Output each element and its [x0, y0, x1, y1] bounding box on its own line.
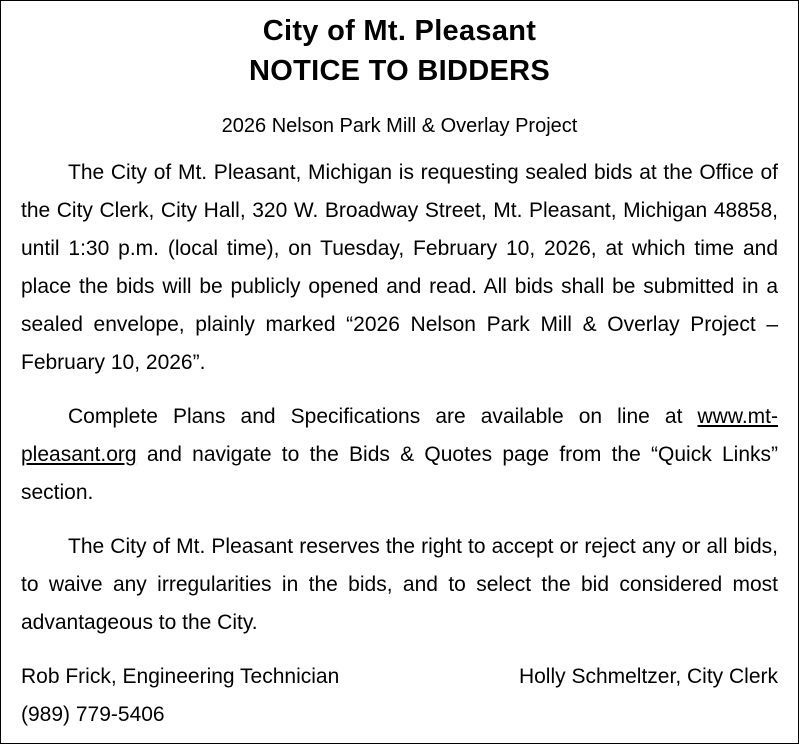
city-title: City of Mt. Pleasant: [262, 15, 537, 47]
signatures: [21, 658, 778, 696]
signatory-engineering-technician: Rob Frick, Engineering Technician: [21, 665, 340, 688]
bid-request-paragraph: The City of Mt. Pleasant, Michigan is requesting sealed bids at the Office of the City Clerk, City Hall, 320 W. Broadway Street, Mt. Pleasant, Michigan 48858, until 1:30 p.m. (local time), on Tuesday, February 10, 2026, at which time and place the bids will be publicly opened and read. All bids shall be submitted in a sealed envelope, plainly marked “2026 Nelson Park Mill & Overlay Project – February 10, 2026”.: [21, 161, 778, 374]
signatory-city-clerk: Holly Schmeltzer, City Clerk: [518, 665, 778, 688]
plans-text-before-link: Complete Plans and Specifications are available on line at: [68, 405, 698, 428]
phone-number: (989) 779-5406: [21, 703, 165, 726]
notice-heading: NOTICE TO BIDDERS: [248, 55, 551, 87]
plans-text-after-link: and navigate to the Bids & Quotes page from the “Quick Links” section.: [21, 443, 778, 504]
website-link[interactable]: www.mt-pleasant.org: [21, 405, 778, 466]
plans-paragraph: [21, 398, 778, 512]
project-title: 2026 Nelson Park Mill & Overlay Project: [221, 115, 578, 137]
reservation-paragraph: The City of Mt. Pleasant reserves the right to accept or reject any or all bids, to waive any irregularities in the bids, and to select the bid considered most advantageous to the City.: [21, 535, 778, 634]
